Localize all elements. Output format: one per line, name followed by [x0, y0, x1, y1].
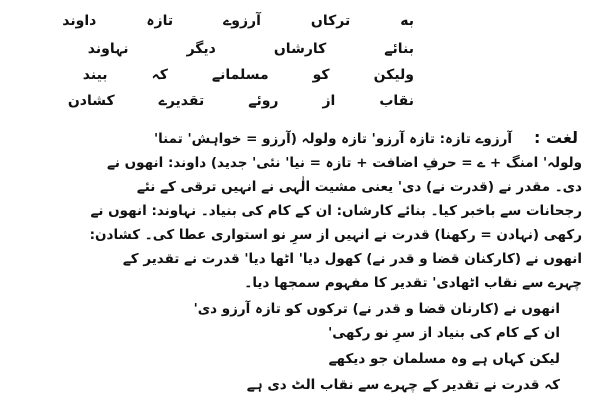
verse-word: تقدیرے	[158, 93, 205, 109]
glossary-line: رجحانات سے باخبر کیا۔ بنائے کارشاں: ان کے کام کی بنیاد۔ نہاوند: انھوں نے	[90, 203, 582, 219]
translation-line: انھوں نے (کارنان قضا و قدر نے) ترکوں کو تازہ آرزو دی'	[193, 301, 560, 317]
verse-line	[62, 12, 414, 30]
glossary-line: دی۔ مقدر نے (قدرت نے) دی' یعنی مشیت الٰہی نے انہیں ترقی کے نئے	[136, 179, 582, 195]
verse-word: آرزوے	[223, 13, 261, 29]
verse-word: داوند	[62, 13, 97, 29]
verse-word: بنائے	[384, 41, 414, 57]
verse-word: کشادن	[67, 93, 115, 109]
verse-word: کہ	[151, 67, 168, 83]
verse-word: مسلمانے	[211, 67, 269, 83]
verse-word: تازہ	[146, 13, 174, 29]
verse-line	[88, 40, 414, 58]
verse-word: به	[400, 13, 414, 29]
verse-word: نقاب	[379, 93, 414, 109]
verse-word: ولیکن	[373, 67, 414, 83]
glossary-line: آرزوے تازہ: تازہ آرزو' تازہ ولولہ (آرزو = خواہش' تمنا'	[153, 131, 512, 147]
verse-word: کارشاں	[273, 41, 327, 57]
verse-word: از	[322, 93, 336, 109]
verse-word: ترکاں	[310, 13, 351, 29]
verse-word: بیند	[82, 67, 108, 83]
verse-word: کو	[312, 67, 330, 83]
verse-word: روئے	[248, 93, 279, 109]
verse-word: دیگر	[186, 41, 216, 57]
glossary-line: چہرے سے نقاب اٹھادی' تقدیر کا مفہوم سمجھا دیا۔	[244, 275, 582, 291]
translation-line: لیکن کہاں ہے وہ مسلمان جو دیکھے	[328, 351, 560, 367]
glossary-line: رکھی (نہادن = رکھنا) قدرت نے انہیں از سرِ نو استواری عطا کی۔ کشادن:	[89, 227, 582, 243]
translation-line: کہ قدرت نے تقدیر کے چہرے سے نقاب الٹ دی ہے	[246, 377, 560, 393]
glossary-heading: لغت :	[534, 128, 578, 147]
verse-line	[68, 92, 414, 110]
translation-line: ان کے کام کی بنیاد از سرِ نو رکھی'	[328, 325, 560, 341]
glossary-line: ولولہ' امنگ + ے = حرفِ اضافت + تازہ = نیا' نئی' جدید) داوند: انھوں نے	[106, 155, 582, 171]
glossary-line: انھوں نے (کارکنان قضا و قدر نے) کھول دیا' اٹھا دیا' قدرت نے تقدیر کے	[122, 251, 582, 267]
verse-line	[83, 66, 414, 84]
verse-word: نہاوند	[87, 41, 129, 57]
